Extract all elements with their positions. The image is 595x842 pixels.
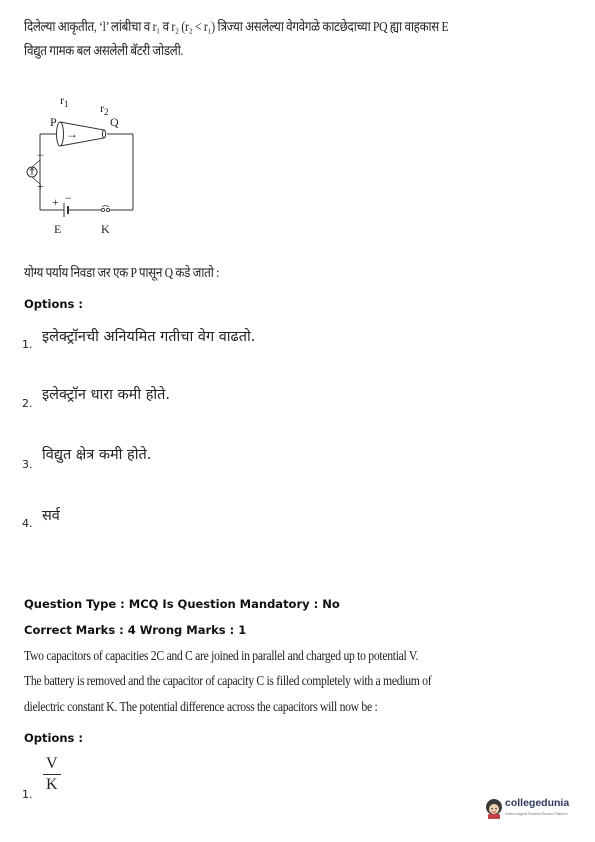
label-k: K [101,222,110,236]
collegedunia-logo [483,792,587,822]
question1-options-label: Options : [24,297,83,311]
option-text: सर्व [42,508,60,524]
question1-text-line2: विद्युत गामक बल असलेली बॅटरी जोडली. [24,43,184,58]
question2-options-label: Options : [24,731,83,745]
question1-prompt: योग्य पर्याय निवडा जर एक P पासून Q कडे जातो : [24,265,220,280]
conductor-pq [57,122,106,146]
option-number: 4. [22,517,33,530]
logo-tagline: India's largest Student Review Platform [505,812,568,816]
question1-text-line1: दिलेल्या आकृतीत, ‘l’ लांबीचा व r₁ व r₂ (r₂ < r₁) त्रिज्या असलेल्या वेगवेगळे काटछेदाच्या PQ ह्या वाहकास E [24,19,449,34]
question2-text-line1: Two capacitors of capacities 2C and C are joined in parallel and charged up to potential V. [24,648,419,663]
label-r2: $r_2$ [100,101,109,117]
circuit-diagram [20,92,150,242]
option-text: इलेक्ट्रॉनची अनियमित गतीचा वेग वाढतो. [42,329,256,345]
key-k [101,206,109,212]
option-number: 1. [22,338,33,351]
option-text: विद्युत क्षेत्र कमी होते. [42,447,152,463]
question2-text-line3: dielectric constant K. The potential difference across the capacitors will now be : [24,699,378,714]
label-p: P [50,115,57,129]
question-type-line: Question Type : MCQ Is Question Mandatory : No [24,597,340,611]
option-text: इलेक्ट्रॉन धारा कमी होते. [42,387,171,403]
fraction-numerator: V [43,754,61,775]
battery-minus: − [65,191,72,205]
label-r1: $r_1$ [60,93,69,109]
ammeter-minus: − [37,148,44,162]
label-e: E [54,222,62,236]
question2-text-line2: The battery is removed and the capacitor of capacity C is filled completely with a medium of [24,673,432,688]
option-number: 2. [22,397,33,410]
logo-name: collegedunia [505,797,570,809]
ammeter-plus: + [37,179,44,193]
battery-plus: + [52,195,59,209]
marks-line: Correct Marks : 4 Wrong Marks : 1 [24,623,247,637]
electron-arrow: → [66,127,78,141]
fraction-v-over-k [43,754,61,795]
battery-e [64,203,68,217]
option-number: 1. [22,788,33,801]
mascot-icon [486,799,502,819]
label-q: Q [110,115,119,129]
option-number: 3. [22,458,33,471]
fraction-denominator: K [46,776,58,793]
